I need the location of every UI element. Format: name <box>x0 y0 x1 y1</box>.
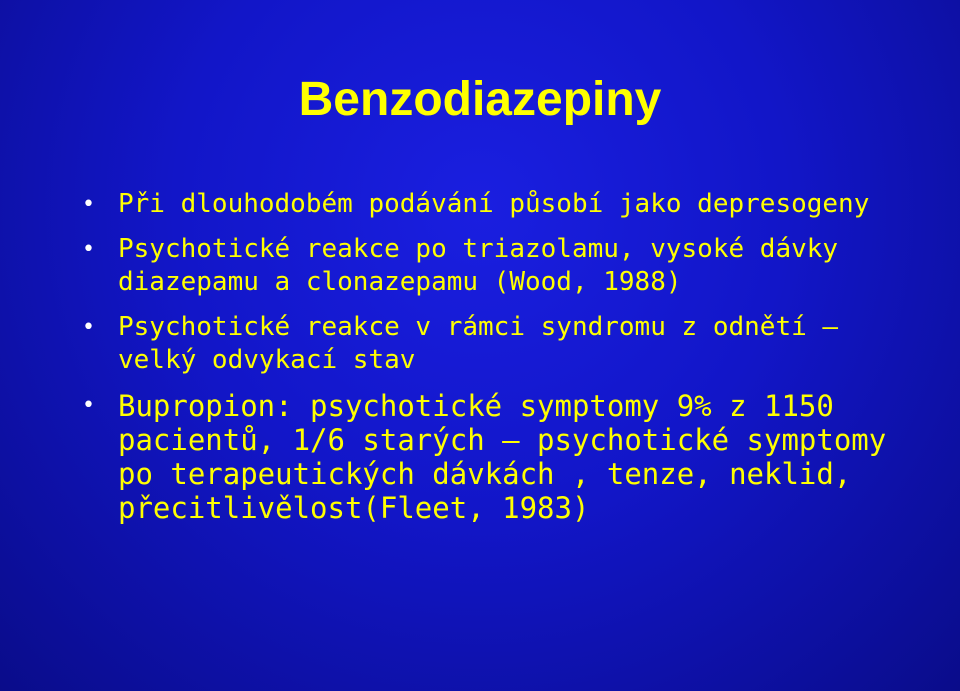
bullet-text: Psychotické reakce po triazolamu, vysoké dávky diazepamu a clonazepamu (Wood, 1988) <box>118 234 839 297</box>
bullet-text: Psychotické reakce v rámci syndromu z odnětí – velký odvykací stav <box>118 312 839 375</box>
bullet-marker: • <box>82 315 95 340</box>
bullet-marker: • <box>82 192 95 217</box>
bullet-text: Bupropion: psychotické symptomy 9% z 1150 pacientů, 1/6 starých – psychotické symptomy po terapeutických dávkách , tenze, neklid, přecitlivělost(Fleet, 1983) <box>118 389 887 525</box>
bullet-marker: • <box>82 393 95 418</box>
bullet-list <box>82 188 912 525</box>
bullet-item <box>82 311 912 377</box>
slide-title: Benzodiazepiny <box>298 73 662 126</box>
bullet-item <box>82 389 912 525</box>
bullet-marker: • <box>82 237 95 262</box>
bullet-text: Při dlouhodobém podávání působí jako depresogeny <box>118 189 870 219</box>
bullet-item <box>82 188 912 221</box>
bullet-item <box>82 233 912 299</box>
